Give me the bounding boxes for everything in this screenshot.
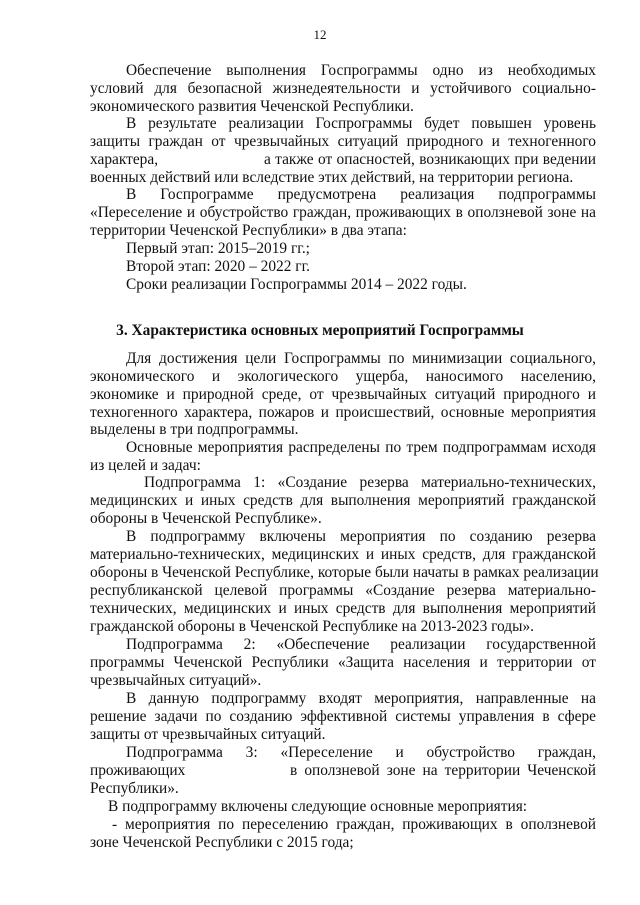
text-line: Первый этап: 2015–2019 гг.; (126, 240, 310, 257)
text-line: экономического и экологического ущерба, наносимого населению, (90, 368, 596, 385)
text-line: техногенного характера, пожаров и происшествий, основные мероприятия (90, 404, 596, 421)
text-line: характера, (90, 151, 159, 168)
text-line: Подпрограмма 1: «Создание резерва материально-технических, (144, 474, 596, 491)
text-line: военных действий или вследствие этих действий, на территории региона. (90, 169, 574, 186)
text-line: экономике и природной среде, от чрезвычайных ситуаций природного и (90, 386, 596, 403)
text-line: Республики». (90, 780, 179, 797)
text-line: Основные мероприятия распределены по трем подпрограммам исходя (126, 439, 596, 456)
text-line: защиты граждан от чрезвычайных ситуаций природного и техногенного (90, 133, 596, 150)
text-line: экономического развития Чеченской Республики. (90, 98, 414, 115)
text-line: В подпрограмму включены следующие основные мероприятия: (108, 798, 528, 815)
text-line: а также от опасностей, возникающих при ведении (264, 151, 596, 168)
text-line: В подпрограмму включены мероприятия по созданию резерва (126, 528, 596, 545)
text-line: Подпрограмма 2: «Обеспечение реализации государственной (126, 636, 596, 653)
text-line: технических, медицинских и иных средств для выполнения мероприятий (90, 600, 596, 617)
text-line: В данную подпрограмму входят мероприятия, направленные на (126, 690, 596, 707)
text-line: из целей и задач: (90, 457, 201, 474)
text-line: Для достижения цели Госпрограммы по минимизации социального, (126, 350, 596, 367)
text-line: программы Чеченской Республики «Защита населения и территории от (90, 654, 596, 671)
page-number: 12 (313, 27, 327, 42)
text-line: защиты от чрезвычайных ситуаций. (90, 726, 326, 743)
text-line: условий для безопасной жизнедеятельности и устойчивого социально- (90, 80, 596, 97)
text-line: Второй этап: 2020 – 2022 гг. (126, 258, 311, 275)
text-line: «Переселение и обустройство граждан, проживающих в оползневой зоне на (90, 204, 596, 221)
text-line: проживающих (90, 762, 186, 779)
text-line: - мероприятия по переселению граждан, проживающих в оползневой (112, 816, 596, 833)
text-line: обороны в Чеченской Республике». (90, 510, 322, 527)
text-line: В результате реализации Госпрограммы будет повышен уровень (126, 115, 596, 132)
text-line: Подпрограмма 3: «Переселение и обустройство граждан, (126, 744, 596, 761)
text-line: гражданской обороны в Чеченской Республике на 2013-2023 годы». (90, 618, 535, 635)
text-line: Обеспечение выполнения Госпрограммы одно из необходимых (126, 62, 596, 79)
text-line: территории Чеченской Республики» в два этапа: (90, 222, 407, 239)
text-line: решение задачи по созданию эффективной системы управления в сфере (90, 708, 596, 725)
section-heading: 3. Характеристика основных мероприятий Госпрограммы (116, 322, 524, 339)
text-line: республиканской целевой программы «Создание резерва материально- (90, 582, 596, 599)
text-line: чрезвычайных ситуаций». (90, 672, 262, 689)
text-line: Сроки реализации Госпрограммы 2014 – 2022 годы. (126, 276, 467, 293)
text-line: в оползневой зоне на территории Чеченской (290, 762, 596, 779)
text-line: обороны в Чеченской Республике, которые были начаты в рамках реализации (90, 564, 599, 581)
text-line: материально-технических, медицинских и иных средств, для гражданской (90, 546, 596, 563)
text-line: В Госпрограмме предусмотрена реализация подпрограммы (126, 186, 596, 203)
text-line: медицинских и иных средств для выполнения мероприятий гражданской (90, 492, 596, 509)
text-line: зоне Чеченской Республики с 2015 года; (90, 834, 354, 851)
text-line: выделены в три подпрограммы. (90, 421, 299, 438)
